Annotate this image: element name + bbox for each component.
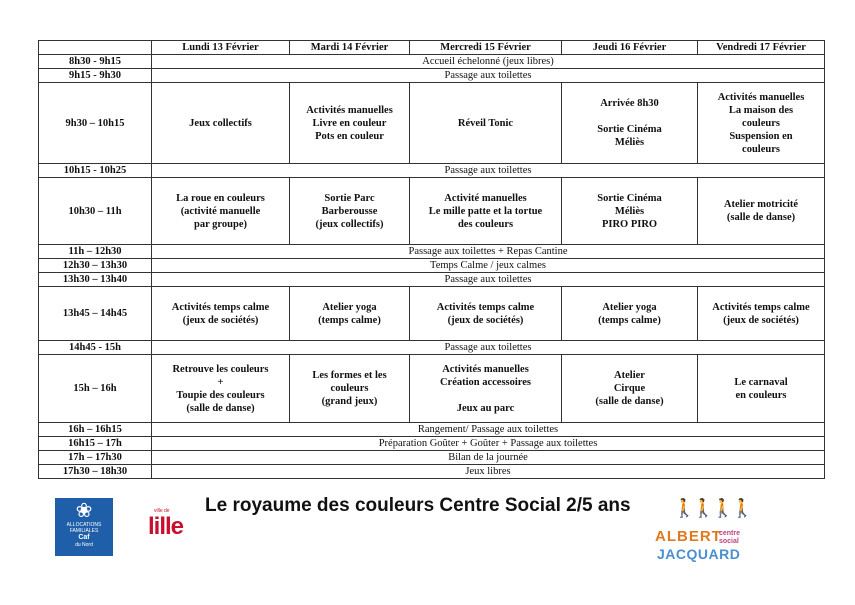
centre-logo-albert: ALBERT	[655, 528, 722, 545]
table-row	[39, 273, 825, 287]
time-cell: 13h45 – 14h45	[39, 287, 152, 341]
activity-cell: Activités manuelles Livre en couleur Pots en couleur	[290, 83, 410, 164]
caf-logo	[55, 498, 113, 556]
day-header-wednesday: Mercredi 15 Février	[410, 41, 562, 55]
time-cell: 17h30 – 18h30	[39, 465, 152, 479]
time-cell: 17h – 17h30	[39, 451, 152, 465]
full-row-activity: Temps Calme / jeux calmes	[152, 259, 825, 273]
page-title: Le royaume des couleurs Centre Social 2/5 ans	[205, 495, 631, 516]
time-cell: 16h – 16h15	[39, 423, 152, 437]
activity-cell: Les formes et les couleurs (grand jeux)	[290, 355, 410, 423]
caf-logo-line2: Caf	[78, 534, 90, 541]
table-row	[39, 178, 825, 245]
centre-logo-sub: centre social	[719, 530, 741, 545]
table-row	[39, 287, 825, 341]
activity-cell: Atelier Cirque (salle de danse)	[562, 355, 698, 423]
day-header-friday: Vendredi 17 Février	[698, 41, 825, 55]
full-row-activity: Passage aux toilettes	[152, 273, 825, 287]
activity-cell: Sortie Parc Barberousse (jeux collectifs)	[290, 178, 410, 245]
caf-logo-line3: du Nord	[75, 542, 93, 548]
time-cell: 12h30 – 13h30	[39, 259, 152, 273]
table-row	[39, 69, 825, 83]
activity-cell: Jeux collectifs	[152, 83, 290, 164]
activity-cell: Atelier yoga (temps calme)	[562, 287, 698, 341]
time-cell: 16h15 – 17h	[39, 437, 152, 451]
day-header-tuesday: Mardi 14 Février	[290, 41, 410, 55]
full-row-activity: Passage aux toilettes	[152, 164, 825, 178]
full-row-activity: Passage aux toilettes + Repas Cantine	[152, 245, 825, 259]
activity-cell: Atelier yoga (temps calme)	[290, 287, 410, 341]
centre-social-logo	[655, 498, 755, 573]
lille-logo-text: lille	[148, 513, 184, 540]
table-row	[39, 341, 825, 355]
activity-cell: Le carnaval en couleurs	[698, 355, 825, 423]
time-cell: 9h30 – 10h15	[39, 83, 152, 164]
family-figures-icon: 🚶🚶🚶🚶	[673, 498, 751, 518]
time-cell: 8h30 - 9h15	[39, 55, 152, 69]
activity-cell: Arrivée 8h30 Sortie Cinéma Méliès	[562, 83, 698, 164]
time-cell: 10h30 – 11h	[39, 178, 152, 245]
activity-cell: Activité manuelles Le mille patte et la tortue des couleurs	[410, 178, 562, 245]
table-row	[39, 355, 825, 423]
lille-logo	[148, 508, 183, 540]
header-row	[39, 41, 825, 55]
table-row	[39, 437, 825, 451]
caf-logo-line1: ALLOCATIONS FAMILIALES	[66, 522, 102, 534]
caf-figures-icon: ❀	[75, 500, 93, 522]
full-row-activity: Rangement/ Passage aux toilettes	[152, 423, 825, 437]
table-row	[39, 245, 825, 259]
table-row	[39, 423, 825, 437]
full-row-activity: Passage aux toilettes	[152, 341, 825, 355]
full-row-activity: Passage aux toilettes	[152, 69, 825, 83]
corner-cell	[39, 41, 152, 55]
time-cell: 15h – 16h	[39, 355, 152, 423]
lille-logo-small: ville de	[154, 508, 170, 514]
table-row	[39, 259, 825, 273]
activity-cell: Réveil Tonic	[410, 83, 562, 164]
activity-cell: Activités manuelles Création accessoires Jeux au parc	[410, 355, 562, 423]
day-header-monday: Lundi 13 Février	[152, 41, 290, 55]
table-row	[39, 451, 825, 465]
activity-cell: La roue en couleurs (activité manuelle par groupe)	[152, 178, 290, 245]
time-cell: 11h – 12h30	[39, 245, 152, 259]
activity-cell: Retrouve les couleurs + Toupie des couleurs (salle de danse)	[152, 355, 290, 423]
time-cell: 14h45 - 15h	[39, 341, 152, 355]
table-row	[39, 164, 825, 178]
full-row-activity: Jeux libres	[152, 465, 825, 479]
schedule-table	[38, 40, 825, 479]
time-cell: 10h15 - 10h25	[39, 164, 152, 178]
full-row-activity: Accueil échelonné (jeux libres)	[152, 55, 825, 69]
time-cell: 9h15 - 9h30	[39, 69, 152, 83]
table-row	[39, 83, 825, 164]
day-header-thursday: Jeudi 16 Février	[562, 41, 698, 55]
full-row-activity: Bilan de la journée	[152, 451, 825, 465]
table-row	[39, 55, 825, 69]
activity-cell: Sortie Cinéma Méliès PIRO PIRO	[562, 178, 698, 245]
activity-cell: Activités temps calme (jeux de sociétés)	[698, 287, 825, 341]
full-row-activity: Préparation Goûter + Goûter + Passage aux toilettes	[152, 437, 825, 451]
centre-logo-jacquard: JACQUARD	[657, 546, 741, 562]
table-row	[39, 465, 825, 479]
activity-cell: Atelier motricité (salle de danse)	[698, 178, 825, 245]
time-cell: 13h30 – 13h40	[39, 273, 152, 287]
activity-cell: Activités temps calme (jeux de sociétés)	[410, 287, 562, 341]
activity-cell: Activités temps calme (jeux de sociétés)	[152, 287, 290, 341]
activity-cell: Activités manuelles La maison des couleurs Suspension en couleurs	[698, 83, 825, 164]
